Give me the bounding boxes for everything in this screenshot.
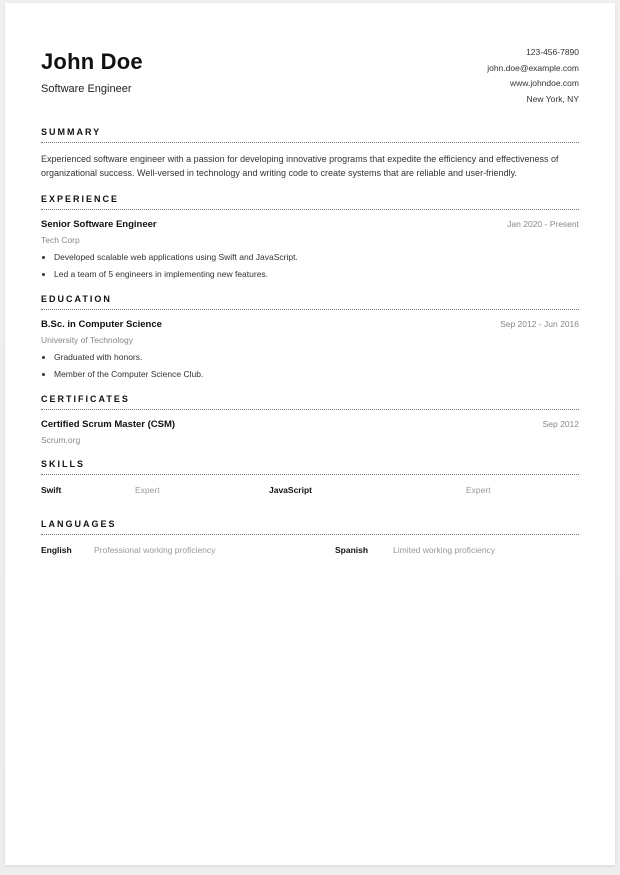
resume-content xyxy=(41,3,579,559)
education-school: University of Technology xyxy=(41,335,133,345)
certificate-date: Sep 2012 xyxy=(542,419,579,429)
contact-info xyxy=(487,45,579,107)
summary-section xyxy=(41,127,579,180)
skill-level: Expert xyxy=(466,485,491,495)
education-entry-header xyxy=(41,319,579,330)
languages-section xyxy=(41,519,579,559)
education-section xyxy=(41,294,579,382)
experience-entry-header xyxy=(41,219,579,230)
education-bullet: • Graduated with honors. xyxy=(54,349,579,366)
certificates-heading: CERTIFICATES xyxy=(41,394,579,410)
experience-role: Senior Software Engineer xyxy=(41,219,157,230)
language-level: Limited working proficiency xyxy=(393,545,496,555)
skills-heading: SKILLS xyxy=(41,459,579,475)
skill-name: JavaScript xyxy=(269,485,312,495)
candidate-name: John Doe xyxy=(41,49,143,74)
language-level: Professional working proficiency xyxy=(94,545,216,555)
contact-website: www.johndoe.com xyxy=(510,78,579,89)
resume-sheet xyxy=(5,3,615,865)
experience-company: Tech Corp xyxy=(41,235,80,245)
contact-phone: 123-456-7890 xyxy=(526,47,579,57)
experience-date: Jan 2020 - Present xyxy=(507,219,579,229)
certificate-entry xyxy=(41,419,579,445)
experience-bullet: • Led a team of 5 engineers in implementing new features. xyxy=(54,266,579,283)
experience-section xyxy=(41,194,579,282)
certificates-section xyxy=(41,394,579,445)
education-date: Sep 2012 - Jun 2016 xyxy=(500,319,579,329)
experience-bullets xyxy=(41,249,579,282)
candidate-title: Software Engineer xyxy=(41,83,132,95)
certificate-entry-header xyxy=(41,419,579,430)
contact-location: New York, NY xyxy=(526,93,579,104)
summary-heading: SUMMARY xyxy=(41,127,579,143)
education-entry xyxy=(41,319,579,382)
education-degree: B.Sc. in Computer Science xyxy=(41,319,162,330)
language-name: English xyxy=(41,545,72,555)
certificate-issuer: Scrum.org xyxy=(41,435,81,445)
languages-row xyxy=(41,545,579,559)
skills-row xyxy=(41,485,579,499)
summary-text: Experienced software engineer with a passion for developing innovative programs that expedite the efficiency and effectiveness of organizational success. Well-versed in technology and writing code to create systems that are reliable and user-friendly. xyxy=(41,154,559,178)
education-heading: EDUCATION xyxy=(41,294,579,310)
experience-heading: EXPERIENCE xyxy=(41,194,579,210)
languages-heading: LANGUAGES xyxy=(41,519,579,535)
skill-name: Swift xyxy=(41,485,62,495)
experience-entry xyxy=(41,219,579,282)
education-bullet: • Member of the Computer Science Club. xyxy=(54,366,579,383)
skills-section xyxy=(41,459,579,499)
certificate-name: Certified Scrum Master (CSM) xyxy=(41,419,176,430)
experience-bullet: • Developed scalable web applications using Swift and JavaScript. xyxy=(54,249,579,266)
resume-header xyxy=(41,3,579,115)
skill-level: Expert xyxy=(135,485,160,495)
language-name: Spanish xyxy=(335,545,369,555)
contact-email: john.doe@example.com xyxy=(487,62,579,73)
education-bullets xyxy=(41,349,579,382)
